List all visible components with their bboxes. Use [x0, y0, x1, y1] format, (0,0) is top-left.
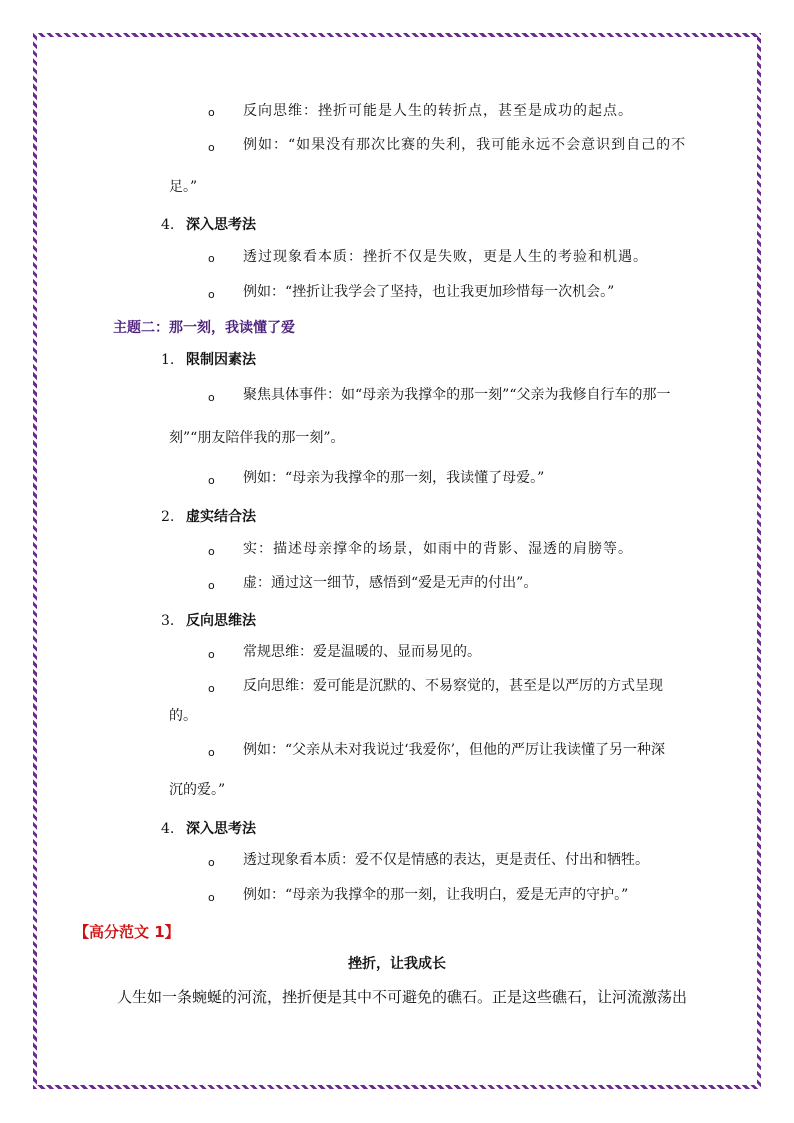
theme-title: 那一刻，我读懂了爱	[169, 320, 295, 336]
bullet-icon: o	[208, 682, 215, 695]
bullet-icon: o	[208, 141, 215, 154]
bullet-icon: o	[208, 746, 215, 759]
text-line: 例如：“母亲为我撑伞的那一刻，让我明白，爱是无声的守护。”	[243, 887, 629, 903]
section-heading: 限制因素法	[186, 352, 256, 368]
text-line: 透过现象看本质：挫折不仅是失败，更是人生的考验和机遇。	[243, 249, 648, 265]
bullet-icon: o	[208, 106, 215, 119]
section-heading: 反向思维法	[186, 613, 256, 629]
theme-label: 主题二：	[113, 320, 169, 336]
bullet-icon: o	[208, 545, 215, 558]
essay-paragraph: 人生如一条蜿蜒的河流，挫折便是其中不可避免的礁石。正是这些礁石，让河流激荡出	[117, 988, 688, 1006]
text-line: 例如：“挫折让我学会了坚持，也让我更加珍惜每一次机会。”	[243, 284, 615, 300]
text-line: 例如：“母亲为我撑伞的那一刻，我读懂了母爱。”	[243, 470, 545, 486]
bullet-icon: o	[208, 391, 215, 404]
list-number: 2.	[161, 509, 175, 525]
list-number: 1.	[161, 352, 175, 368]
text-line: 虚：通过这一细节，感悟到“爱是无声的付出”。	[243, 575, 538, 591]
bullet-icon: o	[208, 579, 215, 592]
list-number: 4.	[161, 821, 175, 837]
list-number: 4.	[161, 217, 175, 233]
text-line: 例如：“父亲从未对我说过‘我爱你’，但他的严厉让我读懂了另一种深	[243, 742, 666, 758]
theme-heading	[113, 318, 295, 338]
essay-title: 挫折，让我成长	[348, 956, 446, 972]
bullet-icon: o	[208, 856, 215, 869]
text-line: 刻”“朋友陪伴我的那一刻”。	[169, 430, 345, 446]
essay-tag: 【高分范文 1】	[74, 923, 180, 941]
bullet-icon: o	[208, 891, 215, 904]
text-line: 实：描述母亲撑伞的场景，如雨中的背影、湿透的肩膀等。	[243, 541, 633, 557]
section-heading: 深入思考法	[186, 821, 256, 837]
text-line: 常规思维：爱是温暖的、显而易见的。	[243, 644, 481, 660]
text-line: 沉的爱。”	[169, 782, 226, 798]
bullet-icon: o	[208, 288, 215, 301]
bullet-icon: o	[208, 474, 215, 487]
text-line: 足。”	[169, 179, 198, 195]
bullet-icon: o	[208, 252, 215, 265]
text-line: 聚焦具体事件：如“母亲为我撑伞的那一刻”“父亲为我修自行车的那一	[243, 387, 671, 403]
section-heading: 深入思考法	[186, 217, 256, 233]
bullet-icon: o	[208, 648, 215, 661]
section-heading: 虚实结合法	[186, 509, 256, 525]
text-line: 例如：“如果没有那次比赛的失利，我可能永远不会意识到自己的不	[243, 137, 687, 153]
text-line: 透过现象看本质：爱不仅是情感的表达，更是责任、付出和牺牲。	[243, 852, 649, 868]
text-line: 反向思维：挫折可能是人生的转折点，甚至是成功的起点。	[243, 103, 633, 119]
list-number: 3.	[161, 613, 175, 629]
text-line: 反向思维：爱可能是沉默的、不易察觉的，甚至是以严厉的方式呈现	[243, 678, 663, 694]
text-line: 的。	[169, 708, 197, 724]
